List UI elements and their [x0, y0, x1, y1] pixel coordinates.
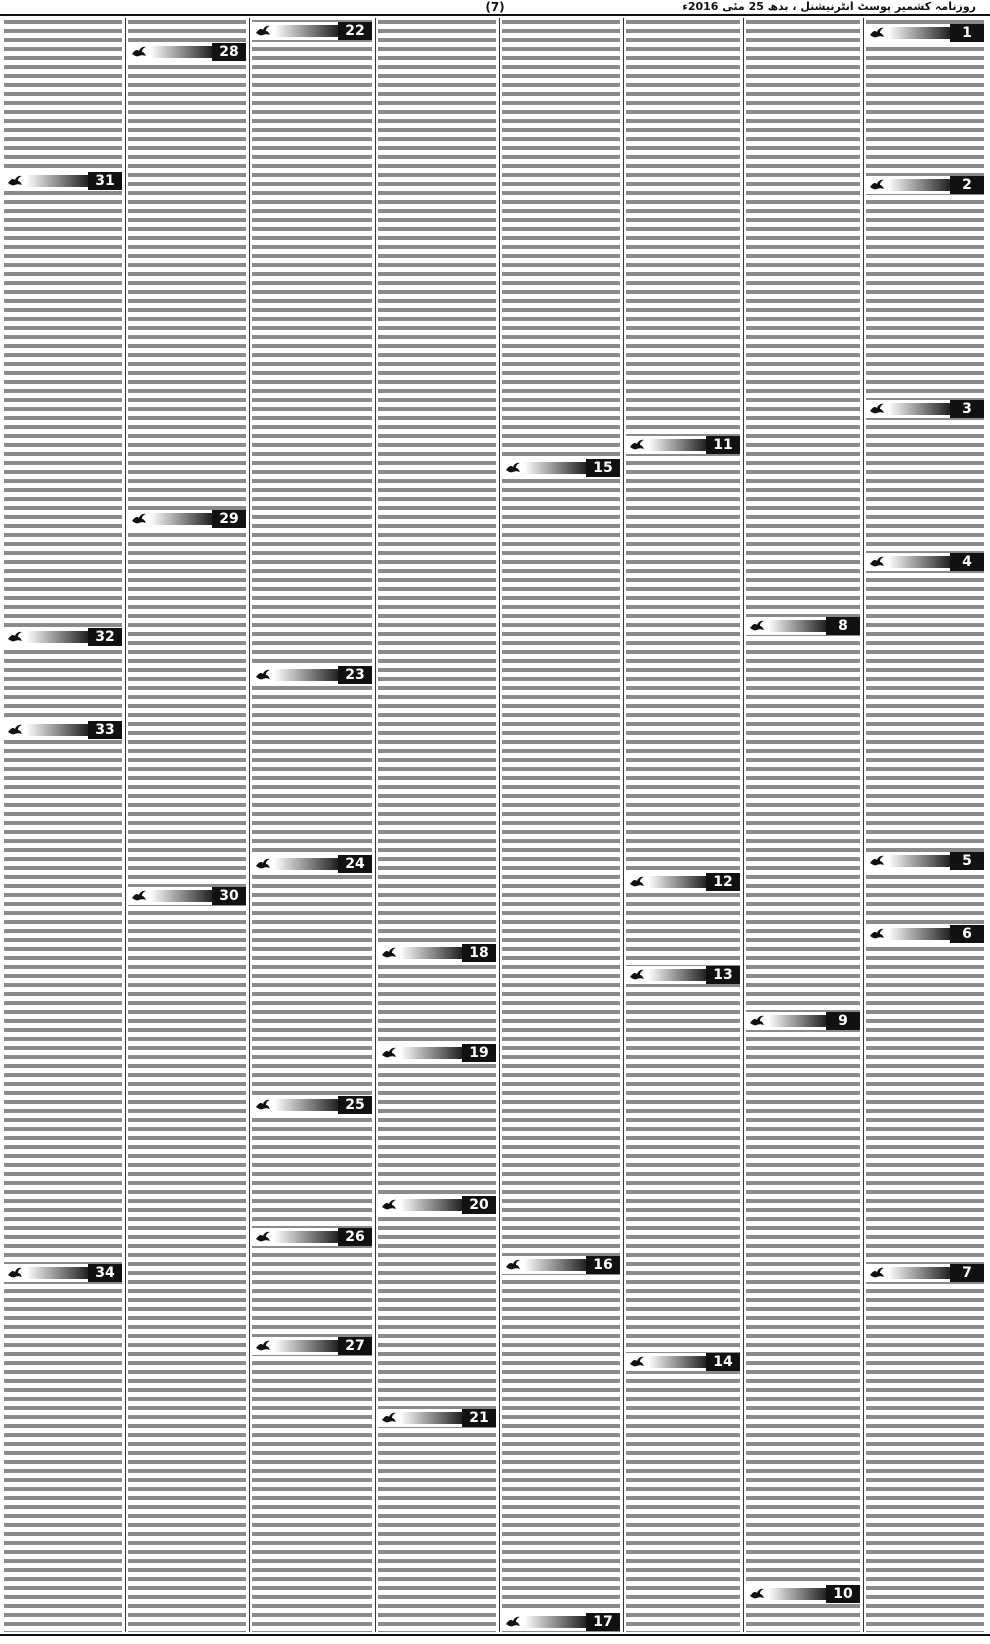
section-header-2: 2: [866, 176, 984, 194]
section-header-3: 3: [866, 400, 984, 418]
bird-icon: [381, 1197, 397, 1213]
bird-icon: [505, 460, 521, 476]
bird-icon: [869, 926, 885, 942]
section-header-30: 30: [128, 887, 246, 905]
column-rule: [623, 18, 624, 1632]
column-rule: [249, 18, 250, 1632]
section-header-32: 32: [4, 628, 122, 646]
bird-icon: [7, 173, 23, 189]
text-column-8: [4, 18, 122, 1632]
bird-icon: [7, 722, 23, 738]
section-header-7: 7: [866, 1264, 984, 1282]
bird-icon: [869, 853, 885, 869]
section-header-29: 29: [128, 510, 246, 528]
bird-icon: [505, 1257, 521, 1273]
section-header-6: 6: [866, 925, 984, 943]
section-header-27: 27: [252, 1337, 372, 1355]
section-header-15: 15: [502, 459, 620, 477]
column-rule: [743, 18, 744, 1632]
text-column-4: [502, 18, 620, 1632]
column-rule: [375, 18, 376, 1632]
section-header-4: 4: [866, 553, 984, 571]
text-column-2: [746, 18, 860, 1632]
bird-icon: [131, 511, 147, 527]
bird-icon: [749, 618, 765, 634]
section-header-8: 8: [746, 617, 860, 635]
section-header-9: 9: [746, 1012, 860, 1030]
section-header-14: 14: [626, 1353, 740, 1371]
section-header-10: 10: [746, 1585, 860, 1603]
bird-icon: [749, 1013, 765, 1029]
bird-icon: [255, 23, 271, 39]
section-header-16: 16: [502, 1256, 620, 1274]
section-header-18: 18: [378, 944, 496, 962]
bird-icon: [255, 1229, 271, 1245]
section-header-20: 20: [378, 1196, 496, 1214]
section-header-22: 22: [252, 22, 372, 40]
section-header-12: 12: [626, 873, 740, 891]
page-number: (7): [485, 0, 505, 14]
footer-rule: [0, 1634, 990, 1636]
text-column-5: [378, 18, 496, 1632]
section-header-25: 25: [252, 1096, 372, 1114]
paper-title-date: روزنامہ کشمیر پوسٹ انٹرنیشنل ، بدھ 25 مئی 2016ء: [682, 0, 976, 13]
section-header-23: 23: [252, 666, 372, 684]
bird-icon: [381, 1045, 397, 1061]
column-rule: [125, 18, 126, 1632]
section-header-31: 31: [4, 172, 122, 190]
bird-icon: [749, 1586, 765, 1602]
bird-icon: [629, 437, 645, 453]
text-column-6: [252, 18, 372, 1632]
bird-icon: [869, 401, 885, 417]
bird-icon: [255, 1338, 271, 1354]
bird-icon: [629, 1354, 645, 1370]
section-header-26: 26: [252, 1228, 372, 1246]
bird-icon: [381, 945, 397, 961]
bird-icon: [381, 1410, 397, 1426]
bird-icon: [505, 1614, 521, 1630]
bird-icon: [255, 667, 271, 683]
bird-icon: [131, 44, 147, 60]
section-header-21: 21: [378, 1409, 496, 1427]
bird-icon: [7, 1265, 23, 1281]
section-header-13: 13: [626, 966, 740, 984]
section-header-17: 17: [502, 1613, 620, 1631]
bird-icon: [869, 25, 885, 41]
section-header-28: 28: [128, 43, 246, 61]
column-rule: [863, 18, 864, 1632]
text-column-7: [128, 18, 246, 1632]
bird-icon: [7, 629, 23, 645]
bird-icon: [869, 1265, 885, 1281]
section-header-33: 33: [4, 721, 122, 739]
section-header-34: 34: [4, 1264, 122, 1282]
bird-icon: [629, 967, 645, 983]
text-column-1: [866, 18, 984, 1632]
section-header-19: 19: [378, 1044, 496, 1062]
text-column-3: [626, 18, 740, 1632]
column-rule: [499, 18, 500, 1632]
section-header-1: 1: [866, 24, 984, 42]
bird-icon: [255, 856, 271, 872]
bird-icon: [131, 888, 147, 904]
section-header-11: 11: [626, 436, 740, 454]
section-header-5: 5: [866, 852, 984, 870]
bird-icon: [869, 177, 885, 193]
bird-icon: [869, 554, 885, 570]
masthead: [0, 0, 990, 16]
bird-icon: [629, 874, 645, 890]
bird-icon: [255, 1097, 271, 1113]
section-header-24: 24: [252, 855, 372, 873]
